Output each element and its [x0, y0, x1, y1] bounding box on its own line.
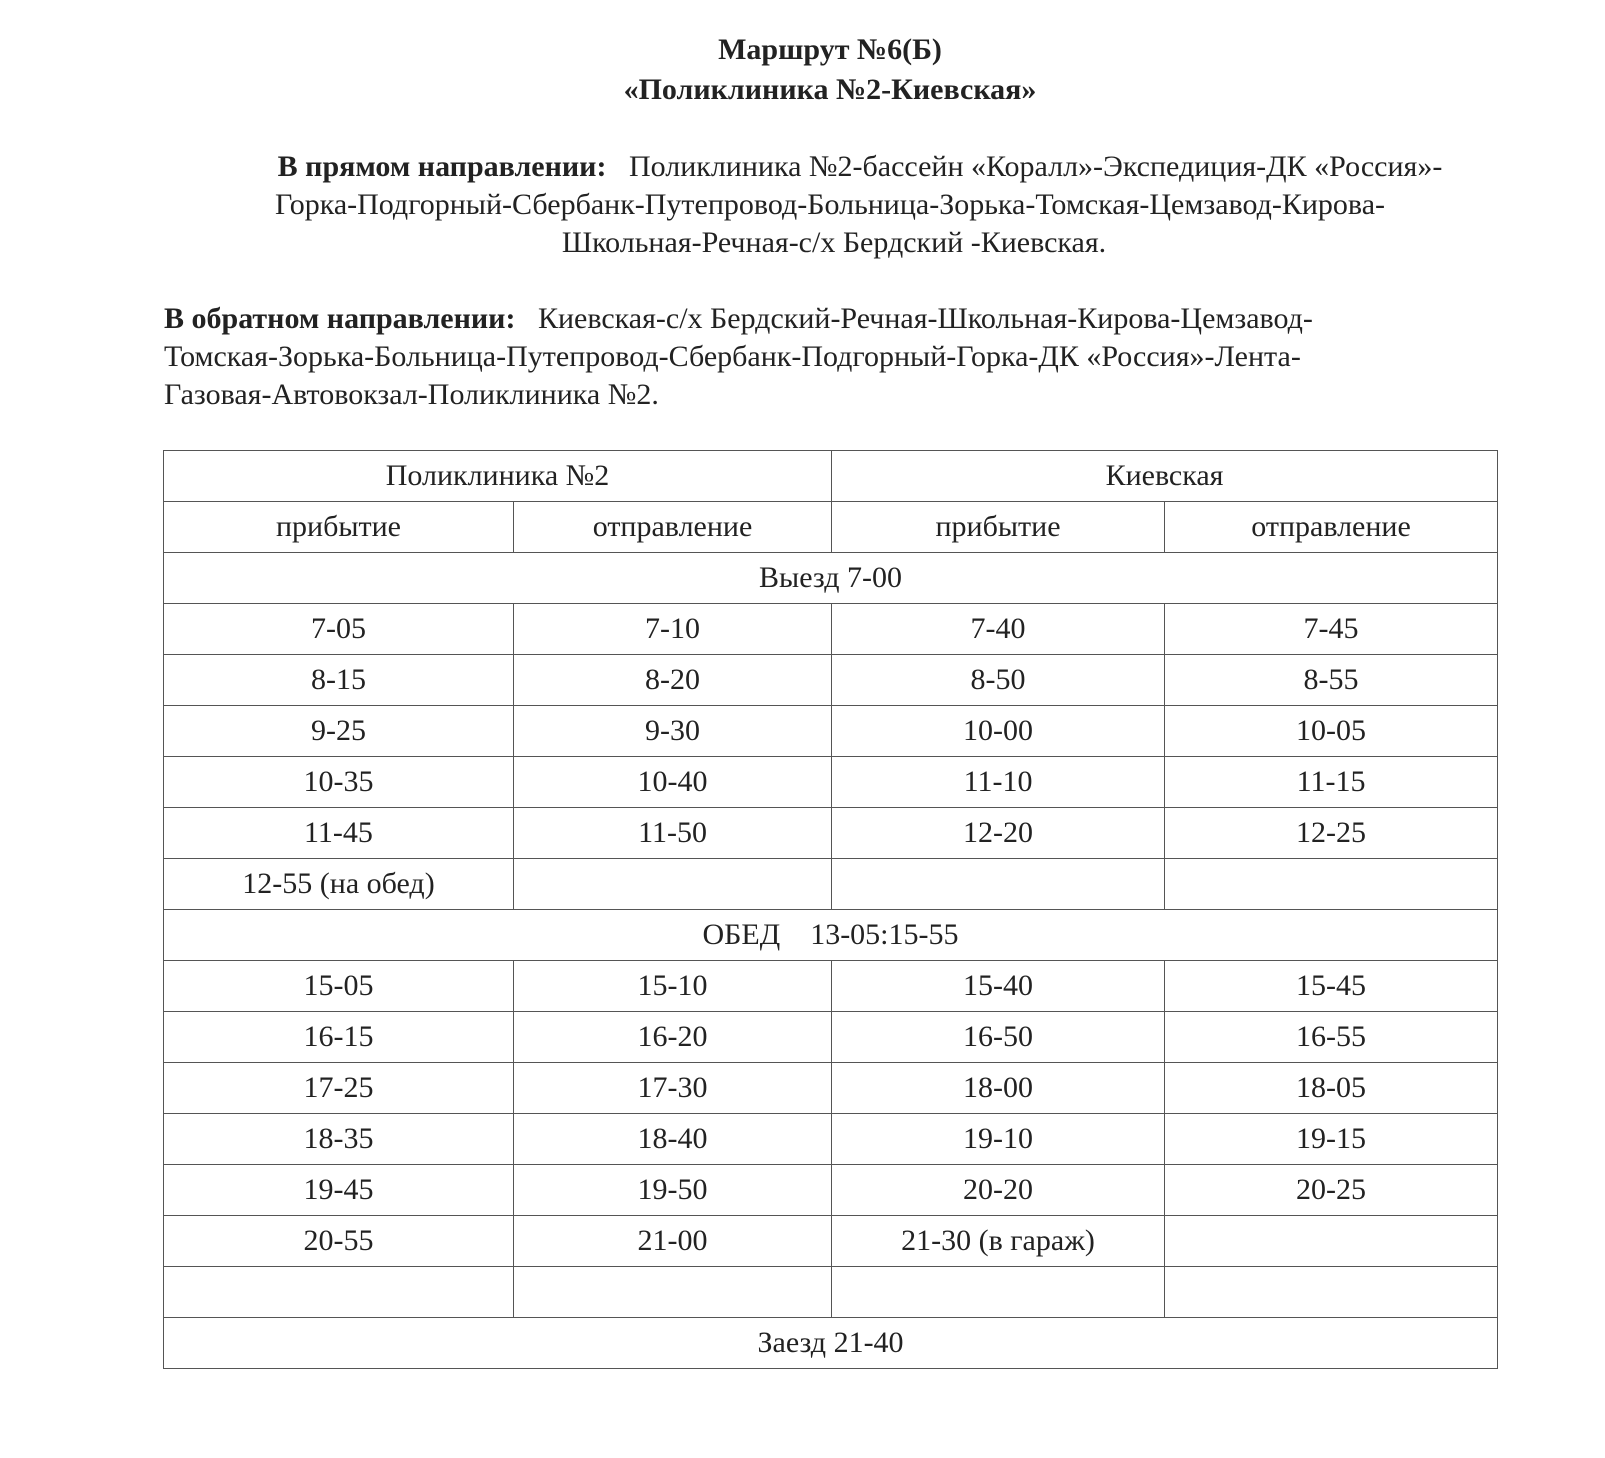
table-row [164, 604, 1498, 655]
stop-a-arrival: 7-05 [164, 604, 514, 655]
reverse-direction [164, 300, 1313, 414]
stop-a-departure: 19-50 [514, 1165, 832, 1216]
stop-a-arrival: 17-25 [164, 1063, 514, 1114]
stops-header-row [164, 451, 1498, 502]
stop-a-departure: 21-00 [514, 1216, 832, 1267]
stop-a-departure: 8-20 [514, 655, 832, 706]
stop-b-departure: 11-15 [1165, 757, 1498, 808]
stop-a-departure: 17-30 [514, 1063, 832, 1114]
stop-a-arrival: 18-35 [164, 1114, 514, 1165]
stop-b-arrival-header: прибытие [832, 502, 1165, 553]
stop-b-arrival: 12-20 [832, 808, 1165, 859]
table-row [164, 859, 1498, 910]
start-note-row [164, 553, 1498, 604]
end-note: Заезд 21-40 [164, 1318, 1498, 1369]
stop-b-departure [1165, 1267, 1498, 1318]
table-row [164, 1114, 1498, 1165]
reverse-direction-label: В обратном направлении: [164, 302, 516, 335]
stop-a-arrival: 10-35 [164, 757, 514, 808]
stop-b-arrival: 20-20 [832, 1165, 1165, 1216]
table-row [164, 706, 1498, 757]
reverse-stops-line-1: Киевская-с/х Бердский-Речная-Школьная-Кирова-Цемзавод- [537, 302, 1313, 335]
stop-b-arrival: 16-50 [832, 1012, 1165, 1063]
stop-a-departure: 7-10 [514, 604, 832, 655]
table-row [164, 655, 1498, 706]
stop-b-departure: 16-55 [1165, 1012, 1498, 1063]
stop-a-arrival: 16-15 [164, 1012, 514, 1063]
forward-direction [0, 148, 1605, 262]
stop-b-departure-header: отправление [1165, 502, 1498, 553]
forward-direction-label: В прямом направлении: [277, 150, 607, 183]
stop-b-arrival [832, 1267, 1165, 1318]
stop-b-arrival: 10-00 [832, 706, 1165, 757]
stop-a-departure: 11-50 [514, 808, 832, 859]
stop-b-arrival: 7-40 [832, 604, 1165, 655]
stop-b-departure: 15-45 [1165, 961, 1498, 1012]
stop-a-departure [514, 859, 832, 910]
stop-a-departure: 16-20 [514, 1012, 832, 1063]
start-note: Выезд 7-00 [164, 553, 1498, 604]
stop-a-departure [514, 1267, 832, 1318]
stop-a-arrival: 11-45 [164, 808, 514, 859]
stop-b-arrival [832, 859, 1165, 910]
stop-b-departure: 19-15 [1165, 1114, 1498, 1165]
stop-b-departure: 12-25 [1165, 808, 1498, 859]
reverse-stops-line-2: Томская-Зорька-Больница-Путепровод-Сбербанк-Подгорный-Горка-ДК «Россия»-Лента- [164, 340, 1301, 373]
stop-a-departure: 10-40 [514, 757, 832, 808]
stop-a-arrival: 19-45 [164, 1165, 514, 1216]
stop-a-arrival: 15-05 [164, 961, 514, 1012]
stop-a-header: Поликлиника №2 [164, 451, 832, 502]
columns-header-row [164, 502, 1498, 553]
stop-b-departure: 18-05 [1165, 1063, 1498, 1114]
table-row [164, 757, 1498, 808]
table-row [164, 1063, 1498, 1114]
stop-a-departure: 9-30 [514, 706, 832, 757]
stop-b-arrival: 15-40 [832, 961, 1165, 1012]
stop-a-departure: 18-40 [514, 1114, 832, 1165]
stop-b-arrival: 19-10 [832, 1114, 1165, 1165]
stop-b-arrival: 18-00 [832, 1063, 1165, 1114]
schedule-table [163, 450, 1498, 1369]
table-row [164, 808, 1498, 859]
table-row [164, 961, 1498, 1012]
table-row [164, 1165, 1498, 1216]
stop-b-departure: 7-45 [1165, 604, 1498, 655]
table-row [164, 1012, 1498, 1063]
route-name: «Поликлиника №2-Киевская» [623, 73, 1037, 106]
stop-b-arrival: 21-30 (в гараж) [832, 1216, 1165, 1267]
reverse-stops-line-3: Газовая-Автовокзал-Поликлиника №2. [164, 378, 659, 411]
forward-stops-line-2: Горка-Подгорный-Сбербанк-Путепровод-Больница-Зорька-Томская-Цемзавод-Кирова- [275, 188, 1385, 221]
stop-a-departure-header: отправление [514, 502, 832, 553]
stop-a-departure: 15-10 [514, 961, 832, 1012]
stop-b-header: Киевская [832, 451, 1498, 502]
table-row [164, 1216, 1498, 1267]
stop-b-arrival: 11-10 [832, 757, 1165, 808]
stop-a-arrival [164, 1267, 514, 1318]
forward-stops-line-1: Поликлиника №2-бассейн «Коралл»-Экспедиция-ДК «Россия»- [628, 150, 1443, 183]
lunch-note-row [164, 910, 1498, 961]
stop-a-arrival: 12-55 (на обед) [164, 859, 514, 910]
forward-stops-line-3: Школьная-Речная-с/х Бердский -Киевская. [561, 226, 1107, 259]
stop-a-arrival: 8-15 [164, 655, 514, 706]
lunch-note: ОБЕД 13-05:15-55 [164, 910, 1498, 961]
stop-b-departure: 20-25 [1165, 1165, 1498, 1216]
end-note-row [164, 1318, 1498, 1369]
stop-b-departure: 8-55 [1165, 655, 1498, 706]
stop-b-departure: 10-05 [1165, 706, 1498, 757]
route-title [0, 30, 1605, 110]
stop-a-arrival-header: прибытие [164, 502, 514, 553]
route-number: Маршрут №6(Б) [718, 33, 942, 66]
stop-a-arrival: 9-25 [164, 706, 514, 757]
stop-b-arrival: 8-50 [832, 655, 1165, 706]
stop-a-arrival: 20-55 [164, 1216, 514, 1267]
stop-b-departure [1165, 859, 1498, 910]
stop-b-departure [1165, 1216, 1498, 1267]
table-row [164, 1267, 1498, 1318]
